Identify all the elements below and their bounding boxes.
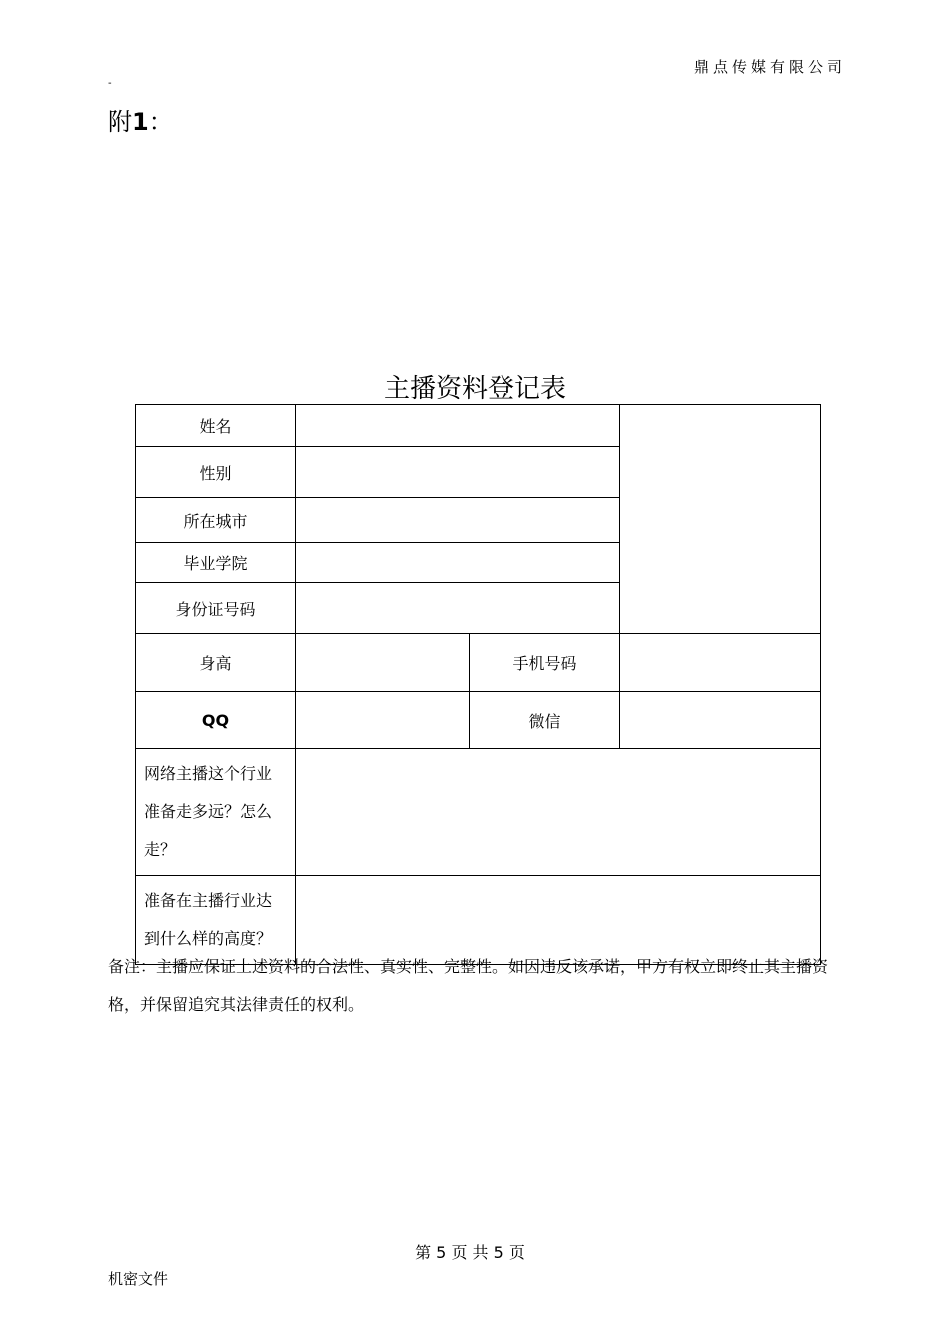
- question-1-field[interactable]: [296, 749, 821, 876]
- height-field[interactable]: [296, 634, 470, 692]
- header-dash: -: [108, 78, 112, 89]
- attachment-prefix: 附: [108, 108, 132, 136]
- page-number: 第 5 页 共 5 页: [415, 1243, 525, 1262]
- name-label: 姓名: [136, 405, 296, 447]
- gender-field[interactable]: [296, 447, 620, 498]
- city-field[interactable]: [296, 498, 620, 543]
- qq-field[interactable]: [296, 692, 470, 749]
- gender-label: 性别: [136, 447, 296, 498]
- confidential-label: 机密文件: [108, 1270, 169, 1288]
- height-label: 身高: [136, 634, 296, 692]
- phone-label: 手机号码: [470, 634, 620, 692]
- photo-box[interactable]: [620, 405, 821, 634]
- wechat-label: 微信: [470, 692, 620, 749]
- id-number-field[interactable]: [296, 583, 620, 634]
- name-field[interactable]: [296, 405, 620, 447]
- qq-label: QQ: [136, 692, 296, 749]
- id-number-label: 身份证号码: [136, 583, 296, 634]
- question-1-label: 网络主播这个行业准备走多远？怎么走？: [136, 749, 296, 876]
- attachment-label: [108, 102, 173, 137]
- question-2-label: 准备在主播行业达到什么样的高度？: [136, 876, 296, 965]
- wechat-field[interactable]: [620, 692, 821, 749]
- form-title: 主播资料登记表: [383, 374, 566, 404]
- attachment-suffix: ：: [148, 108, 173, 136]
- city-label: 所在城市: [136, 498, 296, 543]
- registration-table: [135, 404, 821, 965]
- attachment-number: 1: [132, 108, 149, 136]
- company-name: 鼎点传媒有限公司: [693, 58, 846, 76]
- school-label: 毕业学院: [136, 543, 296, 583]
- remark-note: 备注：主播应保证上述资料的合法性、真实性、完整性。如因违反该承诺，甲方有权立即终止其主播资格，并保留追究其法律责任的权利。: [108, 957, 829, 1014]
- phone-field[interactable]: [620, 634, 821, 692]
- school-field[interactable]: [296, 543, 620, 583]
